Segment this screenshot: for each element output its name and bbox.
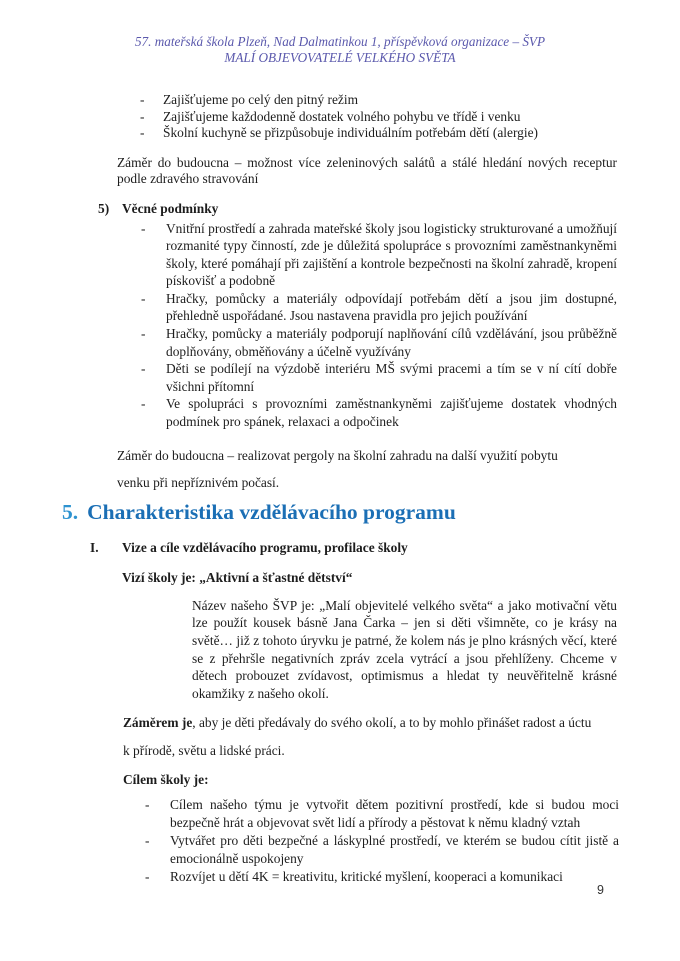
section-title: Věcné podmínky: [122, 200, 219, 216]
aim-paragraph-line-2: k přírodě, světu a lidské práci.: [123, 742, 285, 758]
list-item-text: Zajišťujeme po celý den pitný režim: [163, 92, 358, 107]
program-intro-paragraph: Název našeho ŠVP je: „Malí objevitelé velkého světa“ a jako motivační větu lze použít kousek básně Jana Čarka – jen si děti všimněte, co je krásy na světě… již z tohoto úryvku je patrné, že kolem nás je plno krásných věcí, které se z přehršle negativních zpráv zcela vytrácí a jsou přehlíženy. Chceme v dětech probouzet zvídavost, optimismus a hledat ty neuvěřitelně krásné okamžiky z našeho okolí.: [192, 597, 617, 702]
dash-bullet-marker: -: [140, 125, 145, 140]
paragraph-line: Záměr do budoucna – realizovat pergoly na školní zahradu na další využití pobytu: [117, 447, 558, 463]
dash-bullet-marker: -: [141, 326, 146, 342]
material-conditions-bullet-list: [0, 220, 680, 431]
list-item: [145, 796, 619, 832]
list-item: [140, 125, 617, 142]
school-goals-bullet-list: [0, 796, 680, 886]
list-item-text: Hračky, pomůcky a materiály podporují naplňování cílů vzdělávání, jsou průběžně doplňovány, obměňovány a účelně využívány: [166, 326, 617, 359]
paragraph-line: venku při nepříznivém počasí.: [117, 474, 280, 490]
document-header: [0, 0, 680, 66]
list-item-text: Vytvářet pro děti bezpečné a láskyplné prostředí, ve kterém se budou cítit jistě a emocionálně uspokojeny: [170, 832, 619, 866]
list-item: [140, 92, 617, 109]
school-goals-heading: Cílem školy je:: [123, 771, 209, 787]
list-item-text: Školní kuchyně se přizpůsobuje individuálním potřebám dětí (alergie): [163, 125, 538, 140]
future-intent-paragraph-1: Záměr do budoucna – možnost více zeleninových salátů a stálé hledání nových receptur podle zdravého stravování: [117, 154, 617, 186]
list-item: [141, 220, 617, 290]
page-number: 9: [597, 883, 604, 897]
subsection-title: Vize a cíle vzdělávacího programu, profilace školy: [122, 539, 408, 555]
dash-bullet-marker: -: [141, 361, 146, 377]
list-item: [141, 360, 617, 395]
subsection-heading: [90, 539, 680, 556]
dash-bullet-marker: -: [140, 108, 145, 124]
school-vision-statement: Vizí školy je: „Aktivní a šťastné dětství“: [122, 569, 353, 585]
aim-paragraph-line-1: [123, 714, 622, 731]
future-intent-paragraph-2: [117, 447, 680, 491]
roman-numeral: I.: [90, 539, 99, 555]
dash-bullet-marker: -: [145, 832, 150, 848]
aim-lead-bold: Záměrem je: [123, 714, 193, 730]
conditions-bullet-list: [0, 92, 680, 142]
dash-bullet-marker: -: [141, 396, 146, 412]
chapter-title: Charakteristika vzdělávacího programu: [87, 499, 456, 524]
list-item: [141, 325, 617, 360]
list-item-text: Vnitřní prostředí a zahrada mateřské školy jsou logisticky strukturované a umožňují rozmanité typy činností, zde je důležitá spolupráce s provozními zaměstnankyněmi školy, které pomáhají při zajištění a kontrole bezpečnosti na školní zahradě, kropení pískovišť a podobně: [166, 220, 617, 289]
list-item-text: Zajišťujeme každodenně dostatek volného pohybu ve třídě i venku: [163, 108, 521, 124]
dash-bullet-marker: -: [140, 92, 145, 107]
list-item: [141, 290, 617, 325]
list-item: [141, 395, 617, 430]
chapter-heading: [62, 499, 680, 525]
list-item-text: Děti se podílejí na výzdobě interiéru MŠ svými pracemi a tím se v ní cítí dobře všichni přítomní: [166, 361, 617, 394]
numbered-section-heading: [98, 200, 680, 217]
dash-bullet-marker: -: [145, 868, 150, 884]
list-item-text: Hračky, pomůcky a materiály odpovídají potřebám dětí a jsou jim dostupné, přehledně uspořádané. Jsou nastavena pravidla pro jejich používání: [166, 290, 617, 324]
list-item-text: Ve spolupráci s provozními zaměstnankyněmi zajišťujeme dostatek vhodných podmínek pro spánek, relaxaci a odpočinek: [166, 396, 617, 430]
list-item: [140, 109, 617, 126]
dash-bullet-marker: -: [141, 290, 146, 306]
aim-lead-rest: , aby je děti předávaly do svého okolí, a to by mohlo přinášet radost a úctu: [192, 714, 592, 730]
chapter-number: 5.: [62, 499, 79, 524]
dash-bullet-marker: -: [141, 220, 146, 236]
list-item-text: Rozvíjet u dětí 4K = kreativitu, kritické myšlení, kooperaci a komunikaci: [170, 868, 563, 884]
header-line-1: 57. mateřská škola Plzeň, Nad Dalmatinkou 1, příspěvková organizace – ŠVP: [134, 34, 546, 49]
dash-bullet-marker: -: [145, 796, 150, 812]
section-number: 5): [98, 200, 110, 216]
list-item: [145, 868, 619, 886]
header-line-2: MALÍ OBJEVOVATELÉ VELKÉHO SVĚTA: [224, 50, 456, 65]
list-item-text: Cílem našeho týmu je vytvořit dětem pozitivní prostředí, kde si budou moci bezpečně hrát a objevovat svět lidí a přírody a pěstovat k němu kladný vztah: [170, 796, 619, 830]
list-item: [145, 832, 619, 868]
